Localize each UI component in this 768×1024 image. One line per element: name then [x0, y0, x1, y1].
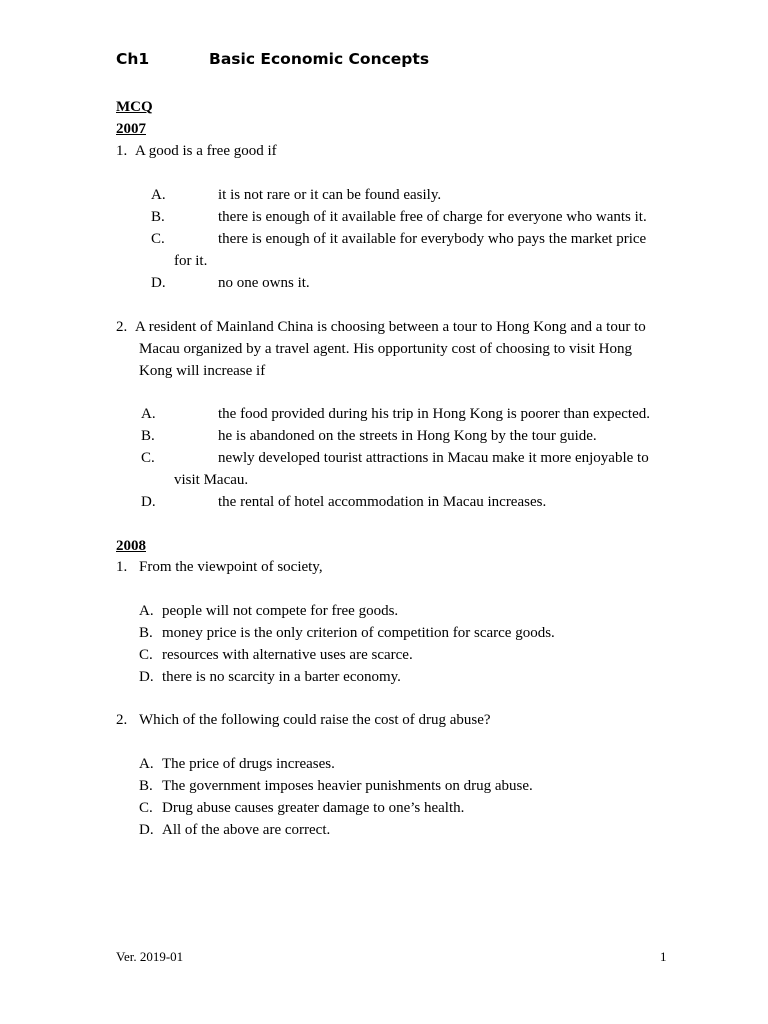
year-heading-2008: 2008	[116, 538, 146, 554]
option-letter: A.	[139, 603, 154, 619]
footer-version: Ver. 2019-01	[116, 949, 184, 964]
option-letter: A.	[141, 406, 156, 422]
option-letter: C.	[151, 231, 165, 247]
option-text: resources with alternative uses are scarce.	[162, 647, 413, 663]
option-letter: B.	[141, 428, 155, 444]
question-number: 1.	[116, 143, 128, 159]
option-text: he is abandoned on the streets in Hong Kong by the tour guide.	[218, 428, 597, 444]
option-text: the food provided during his trip in Hong Kong is poorer than expected.	[218, 406, 650, 422]
option-letter: A.	[151, 187, 166, 203]
option-letter: B.	[139, 625, 153, 641]
option-letter: C.	[139, 800, 153, 816]
option-text: The price of drugs increases.	[162, 756, 335, 772]
option-text: no one owns it.	[218, 275, 310, 291]
option-letter: D.	[151, 275, 166, 291]
option-text: The government imposes heavier punishments on drug abuse.	[162, 778, 533, 794]
chapter-number: Ch1	[116, 50, 150, 68]
question-number: 2.	[116, 319, 128, 335]
question-stem: A good is a free good if	[135, 143, 277, 159]
question-stem-continued: Kong will increase if	[139, 363, 266, 379]
option-text: All of the above are correct.	[162, 822, 331, 838]
option-letter: D.	[139, 822, 154, 838]
question-number: 1.	[116, 559, 128, 575]
option-letter: A.	[139, 756, 154, 772]
question-stem-continued: Macau organized by a travel agent. His opportunity cost of choosing to visit Hong	[139, 341, 632, 357]
option-text: there is enough of it available free of charge for everyone who wants it.	[218, 209, 647, 225]
option-text: there is no scarcity in a barter economy.	[162, 669, 401, 685]
option-letter: D.	[141, 494, 156, 510]
question-stem: Which of the following could raise the cost of drug abuse?	[139, 712, 491, 728]
option-letter: B.	[151, 209, 165, 225]
option-text: Drug abuse causes greater damage to one’s health.	[162, 800, 465, 816]
option-text: money price is the only criterion of competition for scarce goods.	[162, 625, 555, 641]
option-text: people will not compete for free goods.	[162, 603, 399, 619]
option-text: there is enough of it available for everybody who pays the market price	[218, 231, 647, 247]
question-stem: A resident of Mainland China is choosing between a tour to Hong Kong and a tour to	[135, 319, 646, 335]
section-heading: MCQ	[116, 99, 153, 115]
option-text: it is not rare or it can be found easily.	[218, 187, 442, 203]
option-letter: C.	[141, 450, 155, 466]
year-heading-2007: 2007	[116, 121, 146, 137]
option-letter: D.	[139, 669, 154, 685]
option-text-continued: for it.	[174, 253, 208, 269]
option-text-continued: visit Macau.	[174, 472, 249, 488]
question-number: 2.	[116, 712, 128, 728]
option-letter: B.	[139, 778, 153, 794]
footer-page-number: 1	[660, 949, 667, 964]
question-stem: From the viewpoint of society,	[139, 559, 323, 575]
option-letter: C.	[139, 647, 153, 663]
option-text: newly developed tourist attractions in Macau make it more enjoyable to	[218, 450, 649, 466]
option-text: the rental of hotel accommodation in Macau increases.	[218, 494, 547, 510]
chapter-title: Basic Economic Concepts	[209, 50, 430, 68]
